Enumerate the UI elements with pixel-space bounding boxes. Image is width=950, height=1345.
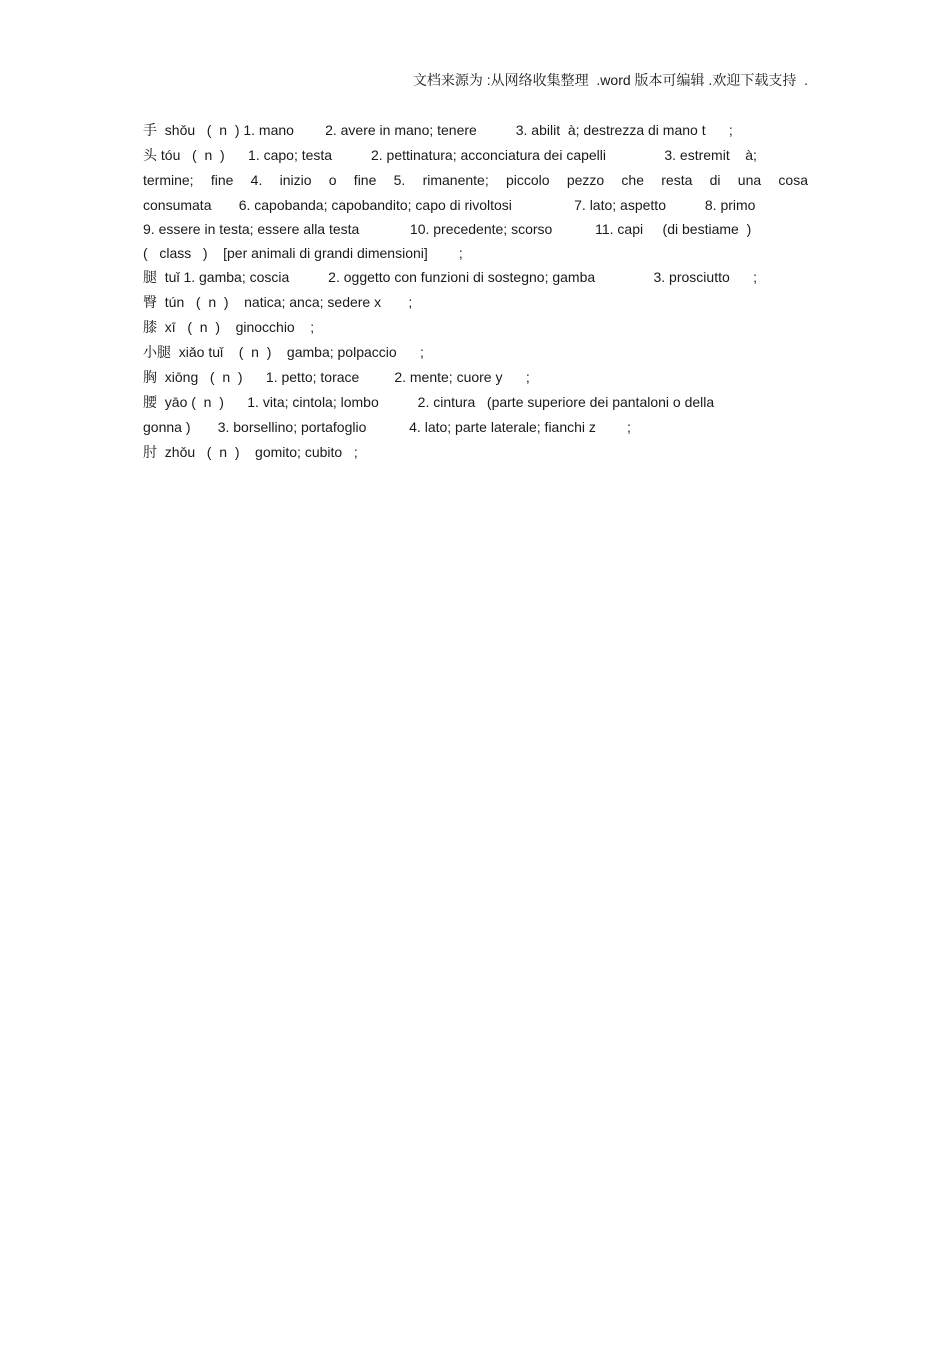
entry-line: 胸 xiōng ( n ) 1. petto; torace 2. mente; cuore y ; [143,369,530,385]
entry-line: 腿 tuǐ 1. gamba; coscia 2. oggetto con funzioni di sostegno; gamba 3. prosciutto ; [143,269,757,285]
entry-line: termine; fine 4. inizio o fine 5. rimanente; piccolo pezzo che resta di una cosa [143,172,808,188]
entry-line: 头 tóu ( n ) 1. capo; testa 2. pettinatura; acconciatura dei capelli 3. estremit à; [143,147,757,163]
entry-line: 9. essere in testa; essere alla testa 10. precedente; scorso 11. capi (di bestiame ) [143,221,752,237]
entry-line: gonna ) 3. borsellino; portafoglio 4. lato; parte laterale; fianchi z ; [143,419,631,435]
entry-line: 肘 zhǒu ( n ) gomito; cubito ; [143,444,358,460]
entry-line: 腰 yāo ( n ) 1. vita; cintola; lombo 2. cintura (parte superiore dei pantaloni o della [143,394,715,410]
entry-line: 小腿 xiǎo tuǐ ( n ) gamba; polpaccio ; [143,344,424,360]
entry-line: 臀 tún ( n ) natica; anca; sedere x ; [143,294,413,310]
entry-line: 手 shǒu ( n ) 1. mano 2. avere in mano; tenere 3. abilit à; destrezza di mano t ; [143,122,733,138]
page-header: 文档来源为 :从网络收集整理 .word 版本可编辑 .欢迎下载支持 . [412,72,808,88]
entry-line: consumata 6. capobanda; capobandito; capo di rivoltosi 7. lato; aspetto 8. primo [143,197,756,213]
dictionary-entries [143,118,808,465]
entry-line: 膝 xī ( n ) ginocchio ; [143,319,315,335]
entry-line: ( class ) [per animali di grandi dimensioni] ; [143,245,463,261]
